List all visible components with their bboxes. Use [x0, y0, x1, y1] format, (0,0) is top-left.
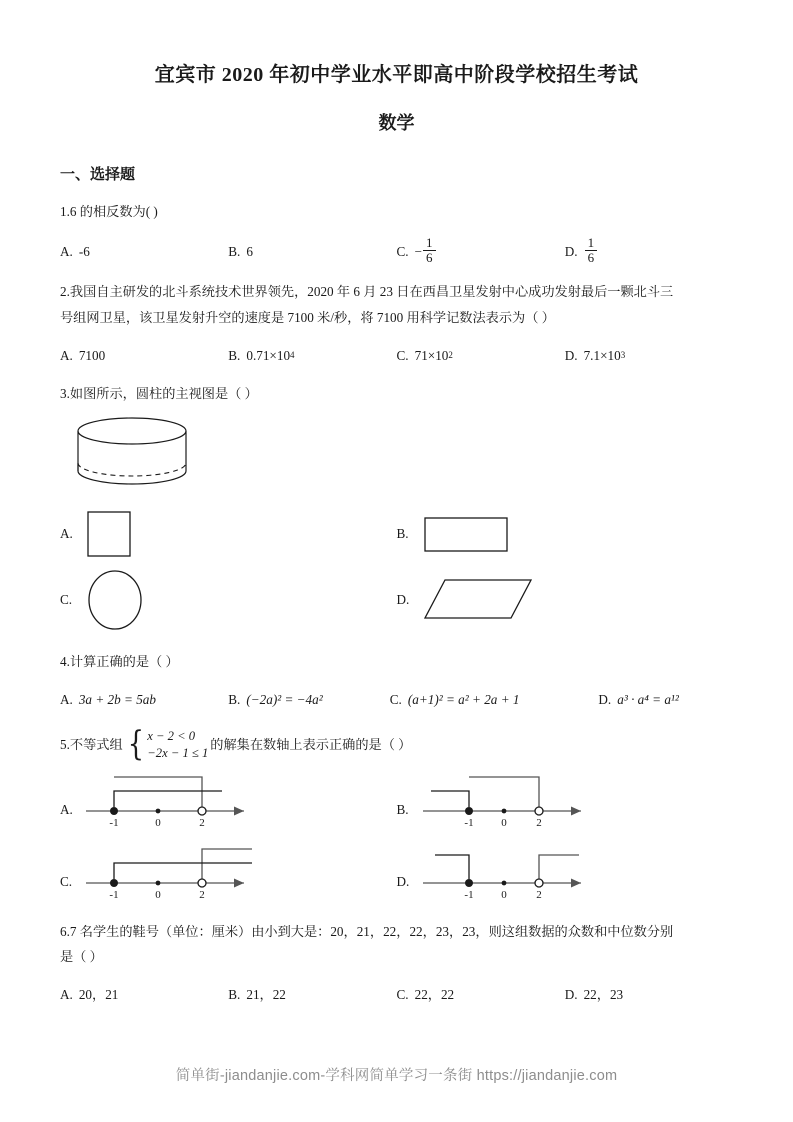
question-5 [60, 723, 733, 905]
svg-text:0: 0 [155, 816, 161, 829]
option-2-d-exponent: 3 [620, 349, 626, 360]
svg-text:0: 0 [500, 816, 507, 829]
page-title: 宜宾市 2020 年初中学业水平即高中阶段学校招生考试 [154, 64, 639, 86]
question-6 [60, 919, 733, 1008]
option-6-b[interactable] [228, 982, 396, 1008]
question-1 [60, 199, 733, 266]
left-brace-icon: { [127, 723, 144, 764]
svg-text:2: 2 [535, 888, 542, 901]
option-1-b-label: B. [228, 243, 241, 259]
option-1-c-sign: − [414, 243, 423, 259]
question-2 [60, 279, 733, 368]
question-5-stem-before: 5.不等式组 [60, 736, 123, 752]
option-5-b-label: B. [396, 801, 409, 817]
option-4-b[interactable] [228, 687, 390, 713]
question-3-stem: 3.如图所示，圆柱的主视图是（ ） [60, 386, 258, 402]
fraction-numerator: 1 [587, 235, 595, 251]
option-5-b[interactable] [397, 771, 734, 833]
option-4-a-label: A. [60, 691, 73, 707]
question-1-stem: 1.6 的相反数为( ) [60, 204, 158, 220]
option-6-b-value: 21，22 [246, 987, 286, 1003]
option-6-a[interactable] [60, 982, 228, 1008]
question-2-options [60, 343, 733, 369]
option-1-a-label: A. [60, 243, 73, 259]
option-1-c-label: C. [396, 243, 409, 259]
option-4-d-label: D. [598, 691, 612, 707]
question-2-stem-line2: 号组网卫星，该卫星发射升空的速度是 7100 米/秒，将 7100 用科学记数法表示为（ ） [60, 309, 555, 325]
question-6-stem-line2: 是（ ） [60, 949, 103, 965]
option-5-a-label: A. [60, 801, 73, 817]
option-6-d-value: 22，23 [583, 987, 624, 1003]
option-2-b-label: B. [228, 347, 241, 363]
option-4-a-expression: 3a + 2b = 5ab [78, 691, 156, 707]
number-line-c [84, 843, 269, 905]
option-4-c-label: C. [389, 691, 402, 707]
parallelogram-shape [423, 570, 541, 630]
option-4-a[interactable] [60, 687, 228, 713]
option-5-a[interactable] [60, 771, 397, 833]
option-1-c[interactable] [397, 237, 565, 266]
option-2-a[interactable] [60, 343, 228, 369]
option-1-d-label: D. [564, 243, 578, 259]
option-3-b[interactable] [397, 509, 734, 559]
question-5-stem-after: 的解集在数轴上表示正确的是（ ） [210, 736, 412, 752]
option-2-d[interactable] [565, 343, 733, 369]
question-3-options-row-2 [60, 567, 733, 633]
option-2-b[interactable] [228, 343, 396, 369]
fraction-numerator: 1 [426, 235, 433, 251]
option-1-a-value: -6 [78, 243, 90, 259]
option-2-a-value: 7100 [78, 347, 106, 363]
option-3-c[interactable] [60, 567, 397, 633]
option-5-c-label: C. [60, 873, 73, 889]
option-2-c-exponent: 2 [448, 349, 453, 360]
option-3-c-label: C. [60, 592, 73, 608]
page-subtitle: 数学 [378, 113, 415, 133]
question-4 [60, 649, 733, 712]
footer-watermark: 简单街-jiandanjie.com-学科网简单学习一条街 https://jiandanjie.com [175, 1068, 618, 1084]
number-line-a [84, 771, 269, 833]
question-5-options-row-1 [60, 771, 733, 833]
option-2-c[interactable] [397, 343, 565, 369]
question-6-stem-line1: 6.7 名学生的鞋号（单位：厘米）由小到大是：20，21，22，22，23，23，则这组数据的众数和中位数分别 [60, 923, 674, 939]
inequality-row-2: −2x − 1 ≤ 1 [147, 745, 209, 760]
fraction-denominator: 6 [585, 250, 598, 265]
option-6-a-label: A. [60, 987, 73, 1003]
option-2-b-exponent: 4 [290, 349, 295, 360]
option-4-c[interactable] [390, 687, 599, 713]
question-4-options [60, 687, 733, 713]
option-6-c-value: 22，22 [414, 987, 455, 1003]
question-3 [60, 381, 733, 633]
option-3-a[interactable] [60, 509, 397, 559]
option-3-b-label: B. [396, 526, 409, 542]
option-6-c[interactable] [397, 982, 565, 1008]
option-5-c[interactable] [60, 843, 397, 905]
svg-text:2: 2 [535, 816, 542, 829]
option-4-b-label: B. [228, 691, 241, 707]
option-5-d-label: D. [396, 873, 410, 889]
question-1-options [60, 237, 733, 266]
option-1-b[interactable] [228, 237, 396, 266]
cylinder-figure [74, 417, 733, 495]
svg-text:-1: -1 [109, 888, 119, 901]
inequality-system [125, 723, 209, 764]
option-4-c-expression: (a+1)² = a² + 2a + 1 [407, 691, 520, 707]
option-4-d-expression: a³ · a⁴ = a¹² [617, 691, 679, 707]
option-3-d-label: D. [396, 592, 410, 608]
fraction-denominator: 6 [423, 250, 436, 265]
question-5-options [60, 771, 733, 905]
option-3-d[interactable] [397, 570, 734, 630]
option-4-b-expression: (−2a)² = −4a² [246, 691, 323, 707]
option-2-c-label: C. [396, 347, 409, 363]
option-6-d[interactable] [565, 982, 733, 1008]
option-2-a-label: A. [60, 347, 73, 363]
option-6-a-value: 20，21 [78, 987, 119, 1003]
svg-text:0: 0 [500, 888, 507, 901]
svg-text:2: 2 [199, 816, 205, 829]
number-line-d [421, 843, 606, 905]
svg-text:-1: -1 [109, 816, 119, 829]
number-line-b [421, 771, 606, 833]
option-3-a-label: A. [60, 526, 73, 542]
option-1-c-fraction [423, 236, 436, 265]
option-6-d-label: D. [564, 987, 578, 1003]
question-4-stem: 4.计算正确的是（ ） [60, 654, 179, 670]
option-6-b-label: B. [228, 987, 241, 1003]
question-3-options [60, 509, 733, 633]
question-3-options-row-1 [60, 509, 733, 559]
option-2-b-value: 0.71×10 [246, 347, 291, 363]
inequality-row-1: x − 2 < 0 [147, 728, 196, 743]
option-1-b-value: 6 [246, 243, 253, 259]
option-5-d[interactable] [397, 843, 734, 905]
svg-text:-1: -1 [463, 816, 474, 829]
wide-rectangle-shape [423, 509, 515, 559]
option-1-a[interactable] [60, 237, 228, 266]
question-2-stem-line1: 2.我国自主研发的北斗系统技术世界领先，2020 年 6 月 23 日在西昌卫星发射中心成功发射最后一颗北斗三 [60, 284, 674, 300]
tall-rectangle-shape [86, 509, 148, 559]
question-6-options [60, 982, 733, 1008]
option-4-d[interactable] [598, 687, 733, 713]
option-1-d[interactable] [565, 237, 733, 266]
svg-text:0: 0 [155, 888, 161, 901]
option-2-c-value: 71×10 [414, 347, 449, 363]
ellipse-shape [86, 567, 158, 633]
option-2-d-value: 7.1×10 [583, 347, 621, 363]
section-heading: 一、选择题 [60, 167, 136, 184]
option-1-d-fraction [585, 236, 598, 265]
question-5-options-row-2 [60, 843, 733, 905]
svg-text:2: 2 [199, 888, 205, 901]
option-6-c-label: C. [396, 987, 409, 1003]
svg-text:-1: -1 [463, 888, 474, 901]
option-2-d-label: D. [564, 347, 578, 363]
